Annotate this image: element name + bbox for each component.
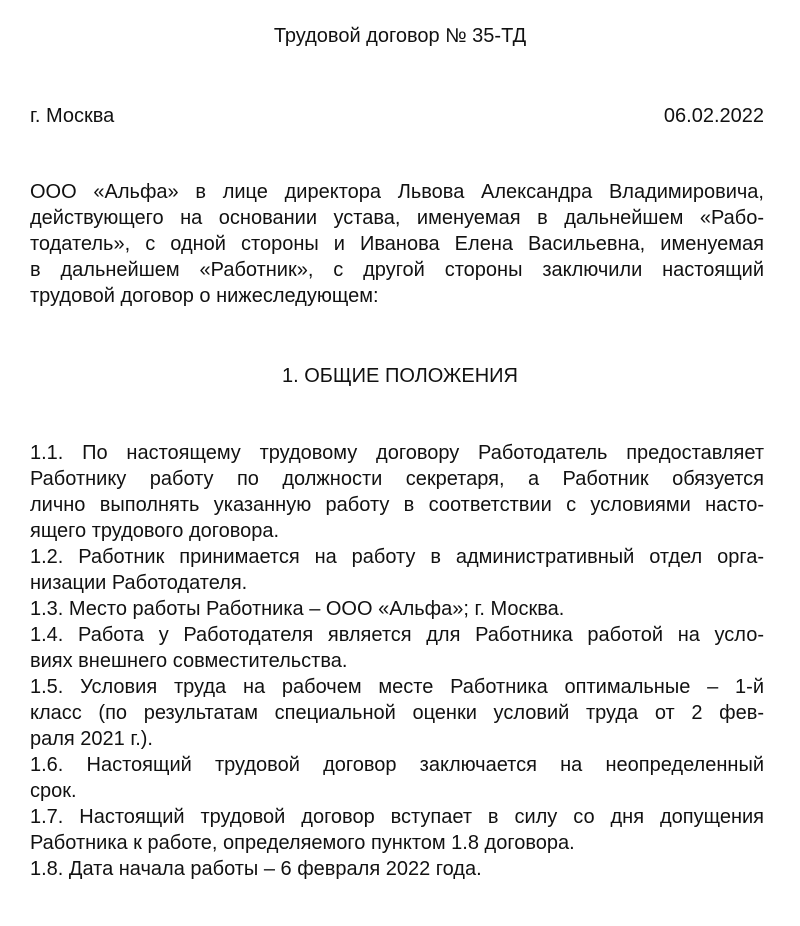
clause-line: раля 2021 г.). (30, 728, 153, 750)
clause-line: 1.3. Место работы Работника – ООО «Альфа»; г. Москва. (30, 598, 565, 620)
preamble-line: тодатель», с одной стороны и Иванова Елена Васильевна, именуемая (30, 233, 764, 255)
clause-line: низации Работодателя. (30, 572, 248, 594)
clause-line: 1.4. Работа у Работодателя является для Работника работой на усло- (30, 624, 764, 646)
clause-line: Работника к работе, определяемого пунктом 1.8 договора. (30, 832, 575, 854)
clause-line: срок. (30, 780, 77, 802)
preamble-line: в дальнейшем «Работник», с другой стороны заключили настоящий (30, 259, 764, 281)
preamble-line: трудовой договор о нижеследующем: (30, 285, 379, 307)
clause-line: 1.6. Настоящий трудовой договор заключается на неопределенный (30, 754, 764, 776)
clause-line: 1.1. По настоящему трудовому договору Работодатель предоставляет (30, 442, 764, 464)
document-title: Трудовой договор № 35-ТД (273, 25, 527, 47)
clause-line: 1.5. Условия труда на рабочем месте Работника оптимальные – 1-й (30, 676, 764, 698)
contract-city: г. Москва (30, 105, 115, 127)
clause-line: Работнику работу по должности секретаря, а Работник обязуется (30, 468, 764, 490)
preamble-line: действующего на основании устава, именуемая в дальнейшем «Рабо- (30, 207, 764, 229)
contract-date: 06.02.2022 (663, 105, 764, 127)
clauses-list (30, 440, 764, 882)
section-heading: 1. ОБЩИЕ ПОЛОЖЕНИЯ (282, 365, 518, 387)
place-date-row (30, 102, 764, 130)
clause-line: класс (по результатам специальной оценки условий труда от 2 фев- (30, 702, 764, 724)
clause-line: ящего трудового договора. (30, 520, 280, 542)
clause-line: 1.7. Настоящий трудовой договор вступает в силу со дня допущения (30, 806, 764, 828)
clause-line: лично выполнять указанную работу в соответствии с условиями насто- (30, 494, 764, 516)
preamble-paragraph (30, 179, 764, 309)
clause-line: 1.8. Дата начала работы – 6 февраля 2022 года. (30, 858, 482, 880)
clause-line: виях внешнего совместительства. (30, 650, 348, 672)
clause-line: 1.2. Работник принимается на работу в административный отдел орга- (30, 546, 764, 568)
preamble-line: ООО «Альфа» в лице директора Львова Александра Владимировича, (30, 181, 764, 203)
